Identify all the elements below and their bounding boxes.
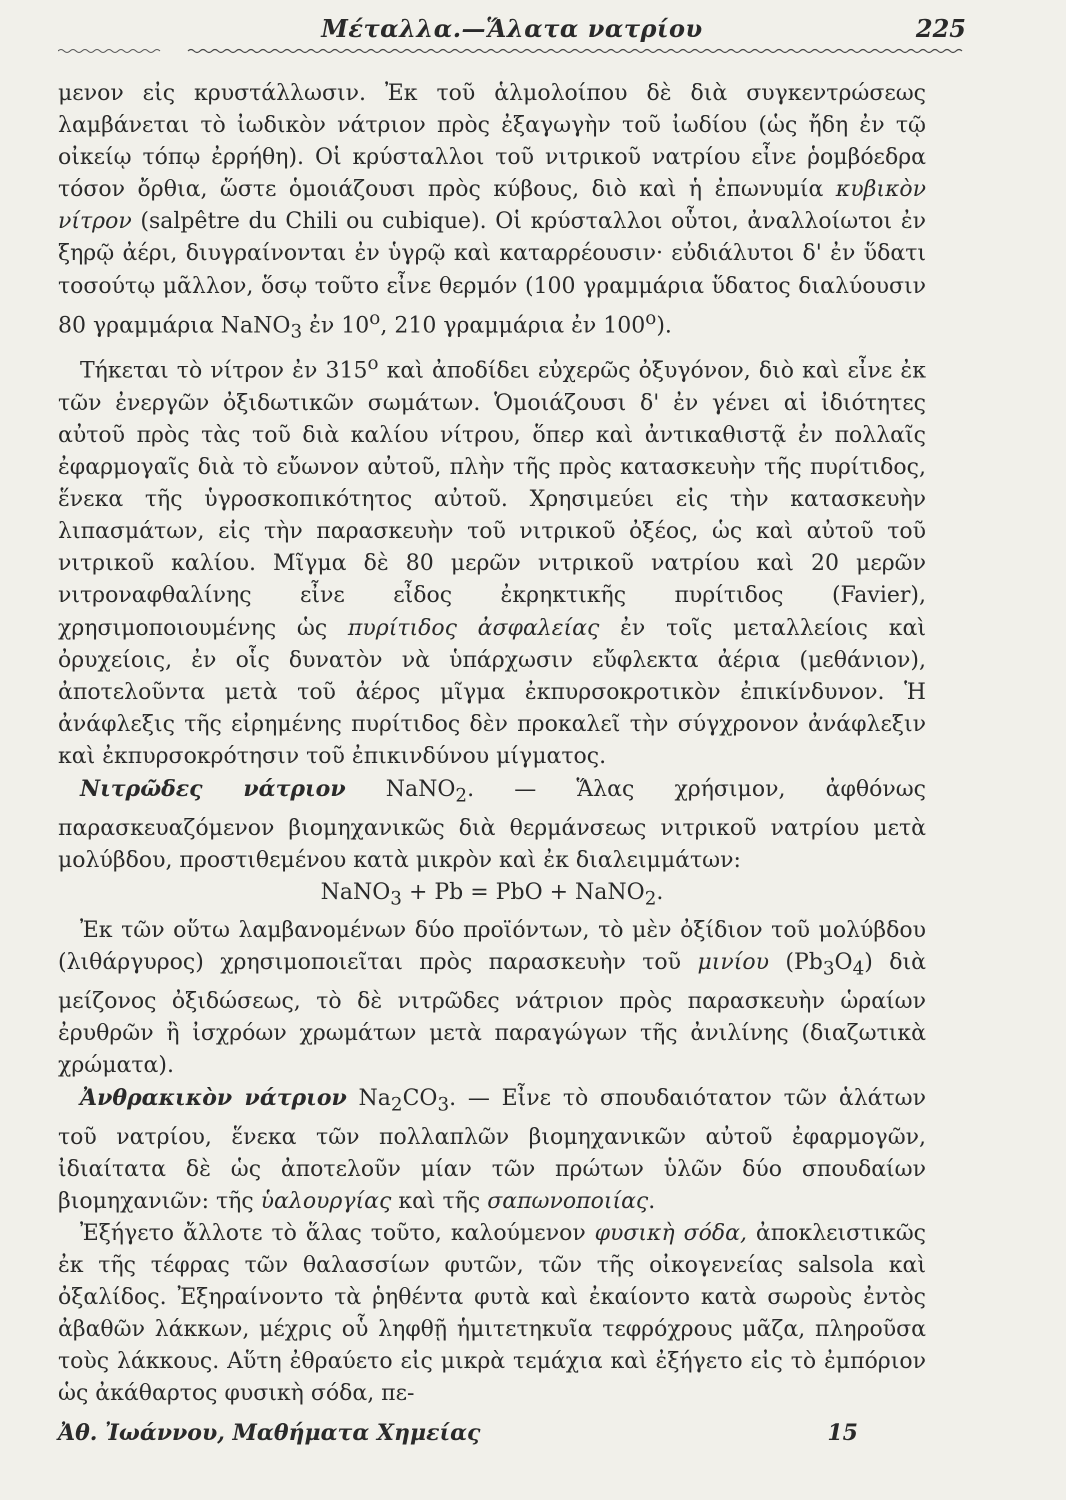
signature-mark: 15 [827,1420,858,1446]
paragraph: Ἐκ τῶν οὕτω λαμβανομένων δύο προϊόντων, τὸ μὲν ὀξίδιον τοῦ μολύβδου (λιθάργυρος) χρησιμοποιεῖται πρὸς παρασκευὴν τοῦ μινίου $(Pb_3O_4)$ διὰ μείζονος ὀξιδώσεως, τὸ δὲ νιτρῶδες νάτριον πρὸς παρασκευὴν ὡραίων ἐρυθρῶν ἢ ἰσχρόων χρωμάτων μετὰ παραγώγων τῆς ἀνιλίνης (διαζωτικὰ χρώματα). [58,918,926,1078]
running-header [58,14,966,44]
page-footer [58,1420,926,1450]
page-number: 225 [915,14,966,43]
section-heading: Νιτρῶδες νάτριον [80,776,346,803]
paragraph: Τήκεται τὸ νίτρον ἐν $315^o$ καὶ ἀποδίδει εὐχερῶς ὀξυγόνον, διὸ καὶ εἶνε ἐκ τῶν ἐνεργῶν ὀξιδωτικῶν σωμάτων. Ὁμοιάζουσι δ' ἐν γένει αἱ ἰδιότητες αὐτοῦ πρὸς τὰς τοῦ διὰ καλίου νίτρου, ὅπερ καὶ ἀντικαθιστᾷ ἐν πολλαῖς ἐφαρμογαῖς διὰ τὸ εὔωνον αὐτοῦ, πλὴν τῆς πρὸς κατασκευὴν τῆς πυρίτιδος, ἕνεκα τῆς ὑγροσκοπικότητος αὐτοῦ. Χρησιμεύει εἰς τὴν κατασκευὴν λιπασμάτων, εἰς τὴν παρασκευὴν τοῦ νιτρικοῦ ὀξέος, ὡς καὶ αὐτοῦ τοῦ νιτρικοῦ καλίου. Μῖγμα δὲ 80 μερῶν νιτρικοῦ νατρίου καὶ 20 μερῶν νιτροναφθαλίνης εἶνε εἶδος ἐκρηκτικῆς πυρίτιδος (Favier), χρησιμοποιουμένης ὡς πυρίτιδος ἀσφαλείας ἐν τοῖς μεταλλείοις καὶ ὀρυχείοις, ἐν οἷς δυνατὸν νὰ ὑπάρχωσιν εὔφλεκτα ἀέρια (μεθάνιον), ἀποτελοῦντα μετὰ τοῦ ἀέρος μῖγμα ἐκπυρσοκροτικὸν ἐπικίνδυνον. Ἡ ἀνάφλεξις τῆς εἰρημένης πυρίτιδος δὲν προκαλεῖ τὴν σύγχρονον ἀνάφλεξιν καὶ ἐκπυρσοκρότησιν τοῦ ἐπικινδύνου μίγματος. [58,353,926,769]
decorative-wavy-rule [58,48,966,54]
section-heading: Ἀνθρακικὸν νάτριον [80,1085,347,1112]
footer-author: Ἀθ. Ἰωάννου, Μαθήματα Χημείας [58,1420,481,1446]
chemical-equation: NaNO$_3$ + Pb = PbO + NaNO$_2$. [320,879,664,910]
paragraph: μενον εἰς κρυστάλλωσιν. Ἐκ τοῦ ἁλμολοίπου δὲ διὰ συγκεντρώσεως λαμβάνεται τὸ ἰωδικὸν νάτριον πρὸς ἐξαγωγὴν τοῦ ἰωδίου (ὡς ἤδη ἐν τῷ οἰκείῳ τόπῳ ἐρρήθη). Οἱ κρύσταλλοι τοῦ νιτρικοῦ νατρίου εἶνε ῥομβόεδρα τόσον ὄρθια, ὥστε ὁμοιάζουσι πρὸς κύβους, διὸ καὶ ἡ ἐπωνυμία κυβικὸν νίτρον (salpêtre du Chili ou cubique). Οἱ κρύσταλλοι οὗτοι, ἀναλλοίωτοι ἐν ξηρῷ ἀέρι, διυγραίνονται ἐν ὑγρῷ καὶ καταρρέουσιν· εὐδιάλυτοι δ' ἐν ὕδατι τοσούτῳ μᾶλλον, ὅσῳ τοῦτο εἶνε θερμόν (100 γραμμάρια ὕδατος διαλύουσιν 80 γραμμάρια NaNO$_3$ ἐν $10^o$, 210 γραμμάρια ἐν $100^o$). [58,81,926,343]
body-text [58,78,926,1410]
running-title: Μέταλλα.—Ἅλατα νατρίου [321,14,703,43]
paragraph-sodium-nitrite: Νιτρῶδες νάτριον NaNO$_2$. — Ἅλας χρήσιμον, ἀφθόνως παρασκευαζόμενον βιομηχανικῶς διὰ θερμάνσεως νιτρικοῦ νατρίου μετὰ μολύβδου, προστιθεμένου κατὰ μικρὸν καὶ ἐκ διαλειμμάτων: [58,776,926,873]
paragraph-sodium-carbonate: Ἀνθρακικὸν νάτριον $Na_2CO_3$. — Εἶνε τὸ σπουδαιότατον τῶν ἁλάτων τοῦ νατρίου, ἕνεκα τῶν πολλαπλῶν βιομηχανικῶν αὐτοῦ ἐφαρμογῶν, ἰδιαίτατα δὲ ὡς ἀποτελοῦν μίαν τῶν πρώτων ὑλῶν δύο σπουδαίων βιομηχανιῶν: τῆς ὑαλουργίας καὶ τῆς σαπωνοποιίας. [58,1085,926,1214]
paragraph: Ἐξήγετο ἄλλοτε τὸ ἅλας τοῦτο, καλούμενον φυσικὴ σόδα, ἀποκλειστικῶς ἐκ τῆς τέφρας τῶν θαλασσίων φυτῶν, τῶν τῆς οἰκογενείας salsola καὶ ὀξαλίδος. Ἐξηραίνοντο τὰ ῥηθέντα φυτὰ καὶ ἐκαίοντο κατὰ σωροὺς ἐντὸς ἀβαθῶν λάκκων, μέχρις οὗ ληφθῇ ἡμιτετηκυῖα τεφρόχρους μᾶζα, πληροῦσα τοὺς λάκκους. Αὕτη ἐθραύετο εἰς μικρὰ τεμάχια καὶ ἐξήγετο εἰς τὸ ἐμπόριον ὡς ἀκάθαρτος φυσικὴ σόδα, πε- [58,1220,926,1407]
